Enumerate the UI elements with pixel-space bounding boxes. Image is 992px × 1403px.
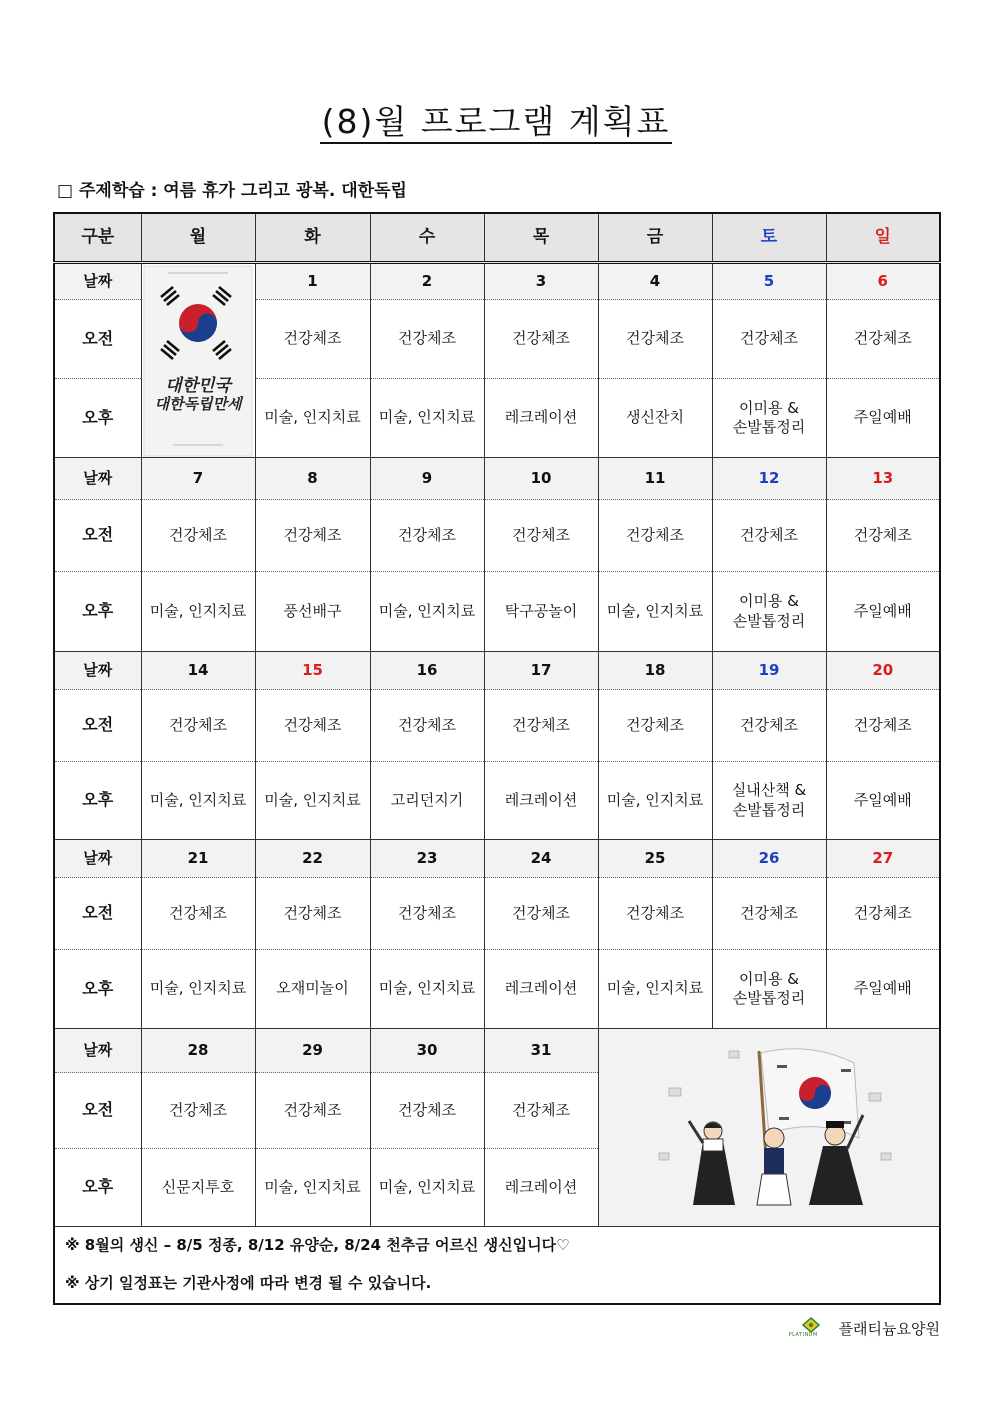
- date-cell: 30: [370, 1029, 484, 1073]
- pm-activity-cell: 미술, 인지치료: [598, 572, 712, 652]
- am-activity-cell: 건강체조: [598, 690, 712, 762]
- header-row: [54, 213, 940, 263]
- pm-activity-cell: 미술, 인지치료: [370, 1149, 484, 1227]
- logo-subtext: PLATINUM: [788, 1332, 818, 1338]
- taegukgi-poster-icon: [143, 265, 253, 457]
- date-cell: 3: [484, 263, 598, 300]
- am-activity-cell: 건강체조: [255, 300, 370, 379]
- row-label-pm: 오후: [54, 950, 141, 1029]
- am-activity-cell: 건강체조: [255, 1073, 370, 1149]
- am-activity-cell: 건강체조: [598, 878, 712, 950]
- note-row: [54, 1227, 940, 1266]
- row-label-date: 날짜: [54, 840, 141, 878]
- date-cell: 19: [712, 652, 826, 690]
- am-activity-cell: 건강체조: [484, 500, 598, 572]
- pm-activity-cell: 이미용 & 손발톱정리: [712, 950, 826, 1029]
- poster-text-line: 대한독립만세: [154, 394, 242, 413]
- am-activity-cell: 건강체조: [255, 690, 370, 762]
- date-cell: 9: [370, 458, 484, 500]
- footer: [789, 1316, 940, 1340]
- am-activity-cell: 건강체조: [712, 690, 826, 762]
- date-cell: 21: [141, 840, 255, 878]
- am-activity-cell: 건강체조: [598, 300, 712, 379]
- pm-activity-cell: 주일예배: [826, 950, 940, 1029]
- am-activity-cell: 건강체조: [826, 690, 940, 762]
- row-label-am: 오전: [54, 690, 141, 762]
- org-name: 플래티늄요양원: [838, 1319, 940, 1338]
- date-cell: 17: [484, 652, 598, 690]
- date-cell: 28: [141, 1029, 255, 1073]
- pm-row: [54, 950, 940, 1029]
- row-label-date: 날짜: [54, 652, 141, 690]
- org-logo: [789, 1316, 833, 1340]
- date-cell: 6: [826, 263, 940, 300]
- am-activity-cell: 건강체조: [370, 500, 484, 572]
- header-cell: 수: [370, 213, 484, 263]
- row-label-am: 오전: [54, 300, 141, 379]
- date-cell: 20: [826, 652, 940, 690]
- am-activity-cell: 건강체조: [484, 690, 598, 762]
- am-activity-cell: 건강체조: [141, 878, 255, 950]
- header-cell-sunday: 일: [826, 213, 940, 263]
- pm-activity-cell: 이미용 & 손발톱정리: [712, 379, 826, 458]
- pm-activity-cell: 주일예배: [826, 762, 940, 840]
- date-cell: 29: [255, 1029, 370, 1073]
- am-activity-cell: 건강체조: [712, 300, 826, 379]
- row-label-pm: 오후: [54, 379, 141, 458]
- am-activity-cell: 건강체조: [826, 878, 940, 950]
- am-row: [54, 690, 940, 762]
- date-cell: 11: [598, 458, 712, 500]
- pm-row: [54, 572, 940, 652]
- date-cell: 25: [598, 840, 712, 878]
- pm-activity-cell: 오재미놀이: [255, 950, 370, 1029]
- header-cell: 월: [141, 213, 255, 263]
- date-cell: 4: [598, 263, 712, 300]
- pm-activity-cell: 미술, 인지치료: [598, 950, 712, 1029]
- header-cell: 목: [484, 213, 598, 263]
- pm-activity-cell: 미술, 인지치료: [370, 950, 484, 1029]
- birthday-note: ※ 8월의 생신 – 8/5 정종, 8/12 유양순, 8/24 천추금 어르신 생신입니다♡: [54, 1227, 940, 1266]
- date-cell: 26: [712, 840, 826, 878]
- pm-activity-cell: 고리던지기: [370, 762, 484, 840]
- am-activity-cell: 건강체조: [370, 1073, 484, 1149]
- date-cell: 2: [370, 263, 484, 300]
- pm-activity-cell: 실내산책 & 손발톱정리: [712, 762, 826, 840]
- date-cell: 15: [255, 652, 370, 690]
- pm-activity-cell: 미술, 인지치료: [255, 379, 370, 458]
- change-notice: ※ 상기 일정표는 기관사정에 따라 변경 될 수 있습니다.: [54, 1265, 940, 1304]
- date-cell: 7: [141, 458, 255, 500]
- pm-activity-cell: 미술, 인지치료: [255, 762, 370, 840]
- date-cell: 27: [826, 840, 940, 878]
- poster-text-line: 대한민국: [165, 375, 231, 396]
- am-row: [54, 878, 940, 950]
- date-cell: 8: [255, 458, 370, 500]
- date-cell: 23: [370, 840, 484, 878]
- am-row: [54, 500, 940, 572]
- row-label-date: 날짜: [54, 263, 141, 300]
- date-cell: 24: [484, 840, 598, 878]
- am-activity-cell: 건강체조: [370, 300, 484, 379]
- people-waving-flag-icon: [619, 1033, 919, 1223]
- row-label-am: 오전: [54, 500, 141, 572]
- row-label-pm: 오후: [54, 762, 141, 840]
- pm-activity-cell: 레크레이션: [484, 1149, 598, 1227]
- am-activity-cell: 건강체조: [370, 878, 484, 950]
- am-activity-cell: 건강체조: [141, 1073, 255, 1149]
- header-cell: 금: [598, 213, 712, 263]
- pm-activity-cell: 미술, 인지치료: [141, 762, 255, 840]
- pm-row: [54, 762, 940, 840]
- row-label-date: 날짜: [54, 1029, 141, 1073]
- pm-activity-cell: 신문지투호: [141, 1149, 255, 1227]
- pm-activity-cell: 풍선배구: [255, 572, 370, 652]
- date-cell: 1: [255, 263, 370, 300]
- date-row: [54, 263, 940, 300]
- am-activity-cell: 건강체조: [255, 500, 370, 572]
- date-row: [54, 1029, 940, 1073]
- row-label-date: 날짜: [54, 458, 141, 500]
- poster-cell: [141, 263, 255, 458]
- am-activity-cell: 건강체조: [370, 690, 484, 762]
- page-title-text: (8)월 프로그램 계획표: [320, 102, 673, 144]
- am-activity-cell: 건강체조: [598, 500, 712, 572]
- am-activity-cell: 건강체조: [484, 1073, 598, 1149]
- date-cell: 12: [712, 458, 826, 500]
- pm-activity-cell: 미술, 인지치료: [598, 762, 712, 840]
- am-activity-cell: 건강체조: [484, 300, 598, 379]
- row-label-am: 오전: [54, 878, 141, 950]
- row-label-pm: 오후: [54, 572, 141, 652]
- pm-activity-cell: 미술, 인지치료: [141, 950, 255, 1029]
- pm-activity-cell: 미술, 인지치료: [370, 379, 484, 458]
- date-cell: 10: [484, 458, 598, 500]
- poster: [143, 265, 253, 457]
- date-cell: 16: [370, 652, 484, 690]
- date-row: [54, 458, 940, 500]
- am-activity-cell: 건강체조: [141, 690, 255, 762]
- pm-activity-cell: 주일예배: [826, 572, 940, 652]
- schedule-table: [53, 212, 941, 1305]
- pm-activity-cell: 탁구공놀이: [484, 572, 598, 652]
- date-cell: 5: [712, 263, 826, 300]
- am-activity-cell: 건강체조: [255, 878, 370, 950]
- celebration-illustration-cell: [598, 1029, 940, 1227]
- row-label-am: 오전: [54, 1073, 141, 1149]
- pm-activity-cell: 주일예배: [826, 379, 940, 458]
- header-cell: 화: [255, 213, 370, 263]
- am-activity-cell: 건강체조: [712, 500, 826, 572]
- page-title: [0, 96, 992, 143]
- date-cell: 14: [141, 652, 255, 690]
- pm-activity-cell: 레크레이션: [484, 379, 598, 458]
- am-activity-cell: 건강체조: [826, 500, 940, 572]
- am-activity-cell: 건강체조: [826, 300, 940, 379]
- header-cell-saturday: 토: [712, 213, 826, 263]
- pm-activity-cell: 미술, 인지치료: [141, 572, 255, 652]
- pm-activity-cell: 미술, 인지치료: [370, 572, 484, 652]
- header-cell: 구분: [54, 213, 141, 263]
- date-row: [54, 840, 940, 878]
- am-activity-cell: 건강체조: [484, 878, 598, 950]
- pm-activity-cell: 이미용 & 손발톱정리: [712, 572, 826, 652]
- pm-activity-cell: 미술, 인지치료: [255, 1149, 370, 1227]
- theme-heading: □ 주제학습 : 여름 휴가 그리고 광복. 대한독립: [57, 181, 407, 201]
- pm-activity-cell: 레크레이션: [484, 762, 598, 840]
- date-row: [54, 652, 940, 690]
- pm-activity-cell: 레크레이션: [484, 950, 598, 1029]
- am-activity-cell: 건강체조: [712, 878, 826, 950]
- row-label-pm: 오후: [54, 1149, 141, 1227]
- date-cell: 22: [255, 840, 370, 878]
- note-row: [54, 1265, 940, 1304]
- am-activity-cell: 건강체조: [141, 500, 255, 572]
- date-cell: 13: [826, 458, 940, 500]
- date-cell: 18: [598, 652, 712, 690]
- pm-activity-cell: 생신잔치: [598, 379, 712, 458]
- date-cell: 31: [484, 1029, 598, 1073]
